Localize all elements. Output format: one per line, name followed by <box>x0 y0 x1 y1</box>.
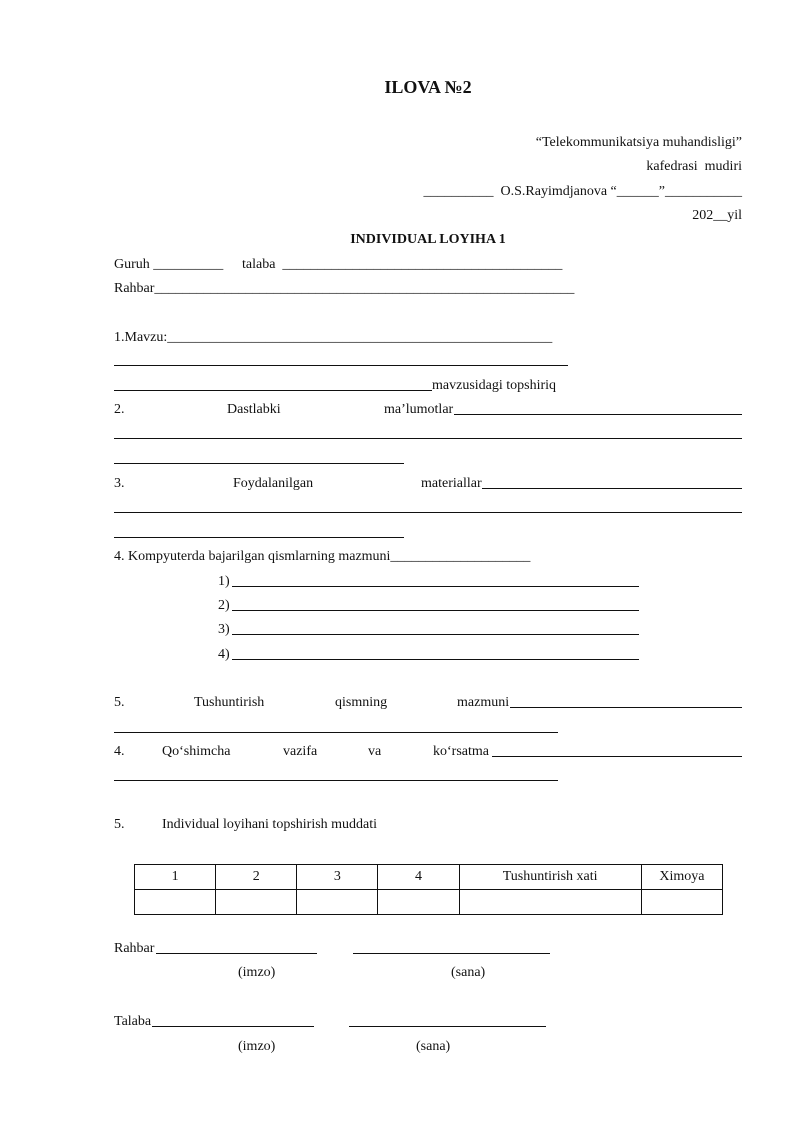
sub-item-number: 2) <box>218 598 230 613</box>
table-header-cell: 1 <box>135 865 216 890</box>
mavzu-field[interactable]: 1.Mavzu:_______________________________________________________ <box>114 330 553 345</box>
item2-word: ma’lumotlar <box>384 402 454 417</box>
item7-text: Individual loyihani topshirish muddati <box>162 817 378 832</box>
rahbar-signature-line[interactable] <box>156 953 317 954</box>
item2-word: Dastlabki <box>227 402 281 417</box>
sub-item-blank-line[interactable] <box>232 659 639 660</box>
table-cell[interactable] <box>641 890 722 915</box>
deadline-table <box>134 864 723 915</box>
item6-word: va <box>368 744 382 759</box>
approval-year: 202__yil <box>692 208 742 223</box>
talaba-date-line[interactable] <box>349 1026 546 1027</box>
table-cell[interactable] <box>135 890 216 915</box>
mavzu-blank-line[interactable] <box>114 390 432 391</box>
item5-word: mazmuni <box>457 695 510 710</box>
item6-blank-line[interactable] <box>492 756 742 757</box>
item3-number: 3. <box>114 476 125 491</box>
item3-word: Foydalanilgan <box>233 476 314 491</box>
table-cell[interactable] <box>297 890 378 915</box>
talaba-signature-label: Talaba <box>114 1014 152 1029</box>
item3-word: materiallar <box>421 476 482 491</box>
guruh-field[interactable]: Guruh __________ <box>114 257 224 272</box>
table-header-row <box>135 865 723 890</box>
rahbar-field[interactable]: Rahbar____________________________________________________________ <box>114 281 575 296</box>
approval-signature-line: __________ O.S.Rayimdjanova “______”___________ <box>423 184 742 199</box>
table-cell[interactable] <box>378 890 459 915</box>
table-header-cell: 4 <box>378 865 459 890</box>
item2-blank-line[interactable] <box>114 463 404 464</box>
item5-word: Tushuntirish <box>194 695 265 710</box>
item5-blank-line[interactable] <box>114 732 558 733</box>
rahbar-signature-label: Rahbar <box>114 941 155 956</box>
mavzu-blank-line[interactable] <box>114 365 568 366</box>
item6-blank-line[interactable] <box>114 780 558 781</box>
sub-item-number: 1) <box>218 574 230 589</box>
talaba-field[interactable]: talaba ________________________________________ <box>242 257 563 272</box>
rahbar-sana-caption: (sana) <box>451 965 486 980</box>
sub-item-blank-line[interactable] <box>232 586 639 587</box>
rahbar-imzo-caption: (imzo) <box>238 965 276 980</box>
item2-blank-line[interactable] <box>454 414 742 415</box>
table-cell[interactable] <box>216 890 297 915</box>
table-header-cell: 2 <box>216 865 297 890</box>
talaba-imzo-caption: (imzo) <box>238 1039 276 1054</box>
item2-number: 2. <box>114 402 125 417</box>
mavzu-suffix: mavzusidagi topshiriq <box>432 378 557 393</box>
item6-word: vazifa <box>283 744 318 759</box>
item7-number: 5. <box>114 817 125 832</box>
table-header-cell: 3 <box>297 865 378 890</box>
sub-item-number: 3) <box>218 622 230 637</box>
approval-position: kafedrasi mudiri <box>646 159 742 174</box>
item5-blank-line[interactable] <box>510 707 742 708</box>
item6-number: 4. <box>114 744 125 759</box>
sub-item-blank-line[interactable] <box>232 634 639 635</box>
talaba-signature-line[interactable] <box>152 1026 314 1027</box>
page-title: ILOVA №2 <box>384 77 472 97</box>
table-header-cell: Ximoya <box>641 865 722 890</box>
item2-blank-line[interactable] <box>114 438 742 439</box>
rahbar-date-line[interactable] <box>353 953 550 954</box>
approval-department: “Telekommunikatsiya muhandisligi” <box>535 135 742 150</box>
sub-item-number: 4) <box>218 647 230 662</box>
item5-number: 5. <box>114 695 125 710</box>
item6-word: Qo‘shimcha <box>162 744 231 759</box>
table-row[interactable] <box>135 890 723 915</box>
sub-item-blank-line[interactable] <box>232 610 639 611</box>
item3-blank-line[interactable] <box>482 488 742 489</box>
table-header-cell: Tushuntirish xati <box>459 865 641 890</box>
talaba-sana-caption: (sana) <box>416 1039 451 1054</box>
item5-word: qismning <box>335 695 388 710</box>
table-cell[interactable] <box>459 890 641 915</box>
item3-blank-line[interactable] <box>114 512 742 513</box>
item4-text[interactable]: 4. Kompyuterda bajarilgan qismlarning mazmuni____________________ <box>114 549 531 564</box>
item3-blank-line[interactable] <box>114 537 404 538</box>
item6-word: ko‘rsatma <box>433 744 489 759</box>
document-title: INDIVIDUAL LOYIHA 1 <box>350 232 506 247</box>
